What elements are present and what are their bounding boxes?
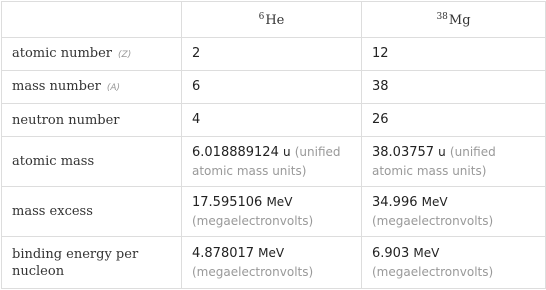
table-row [2, 137, 546, 187]
table-row [2, 104, 546, 137]
unit: MeV [413, 245, 440, 260]
unit-description: (megaelectronvolts) [192, 213, 314, 228]
mg-value-cell [362, 187, 546, 237]
value: 2 [192, 46, 201, 61]
table-row [2, 237, 546, 289]
row-symbol: (Z) [118, 49, 132, 60]
mg-value-cell [362, 237, 546, 289]
empty-corner-cell [2, 2, 182, 38]
unit-description: (unified atomic mass units) [192, 144, 341, 178]
he-value-cell [182, 137, 362, 187]
mg-value-cell [362, 38, 546, 71]
value: 17.595106 [192, 194, 263, 210]
header-magnesium-38 [362, 2, 546, 38]
row-label [2, 137, 182, 187]
mg-value-cell [362, 71, 546, 104]
unit: MeV [258, 245, 285, 260]
row-label-text: binding energy per nucleon [12, 246, 139, 279]
header-helium-6 [182, 2, 362, 38]
value: 6.903 [372, 245, 410, 261]
row-label [2, 237, 182, 289]
row-label-text: atomic mass [12, 154, 95, 169]
he-value-cell [182, 38, 362, 71]
element-symbol: He [265, 12, 285, 28]
table-row [2, 187, 546, 237]
table-row [2, 38, 546, 71]
row-label-text: neutron number [12, 112, 120, 128]
value: 6 [192, 79, 201, 94]
he-value-cell [182, 104, 362, 137]
unit-description: (megaelectronvolts) [372, 213, 494, 228]
value: 12 [372, 46, 389, 61]
unit: MeV [266, 194, 293, 209]
mg-value-cell [362, 137, 546, 187]
mass-superscript: 38 [436, 11, 448, 22]
unit: u [282, 144, 291, 159]
value: 26 [372, 112, 389, 127]
unit: u [438, 144, 446, 159]
row-label-text: mass excess [12, 204, 93, 219]
he-value-cell [182, 71, 362, 104]
value: 34.996 [372, 194, 418, 210]
value: 38.03757 [372, 144, 435, 160]
value: 4.878017 [192, 245, 255, 261]
unit: MeV [421, 194, 448, 209]
element-symbol: Mg [448, 12, 471, 28]
row-label [2, 187, 182, 237]
header-row [2, 2, 546, 38]
unit-description: (megaelectronvolts) [372, 264, 494, 279]
value: 6.018889124 [192, 144, 279, 160]
mg-value-cell [362, 104, 546, 137]
value: 4 [192, 112, 201, 127]
row-label [2, 71, 182, 104]
row-label [2, 38, 182, 71]
row-label [2, 104, 182, 137]
value: 38 [372, 79, 389, 94]
unit-description: (megaelectronvolts) [192, 264, 314, 279]
mass-superscript: 6 [258, 11, 265, 22]
row-label-text: atomic number [12, 45, 113, 61]
table-row [2, 71, 546, 104]
he-value-cell [182, 237, 362, 289]
row-symbol: (A) [106, 82, 121, 93]
unit-description: (unified atomic mass units) [372, 144, 496, 178]
he-value-cell [182, 187, 362, 237]
isotope-comparison-table [1, 1, 546, 289]
row-label-text: mass number [12, 78, 101, 94]
